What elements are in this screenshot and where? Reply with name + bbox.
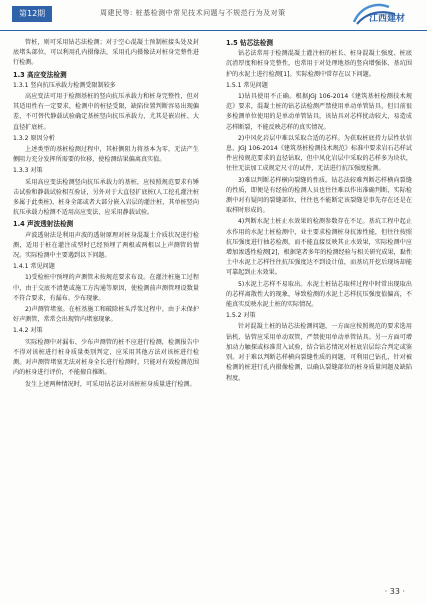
- logo-text: 江西建材: [369, 14, 406, 24]
- subsection-heading: 1.4.1 常见问题: [13, 263, 55, 271]
- running-title: 周建民等: 桩基检测中常见技术问题与不规范行为及对策: [100, 9, 286, 17]
- subsection-heading: 1.4.2 对策: [13, 327, 43, 335]
- paragraph: 3)难以判断芯样横向裂缝的性质。钻芯法较难判断芯样横向裂缝的性质，即便是有经验的检测人员也往往难以作出准确判断，实际检测中对有疑问的裂缝部位，往往也不能断定该裂缝是事先存在还是在取样时形成的。: [226, 176, 412, 215]
- paragraph: 5)水泥土芯样不易取出。水泥土桩钻芯取样过程中时常出现取出的芯样离散性大的现象，导致检测的水泥土芯样抗压强度值偏高，不能真实反映水泥土桩的实际情况。: [226, 280, 412, 309]
- issue-badge: 第12期: [12, 6, 52, 22]
- right-column: [226, 38, 412, 385]
- subsection-heading: 1.5.1 常见问题: [226, 81, 268, 89]
- paragraph: 采用高应变法检测竖向抗压承载力的基桩，应按照规范要求有锤击试验和静载试验相互验证，另外对于大直径扩底桩(人工挖孔灌注桩多属于此类桩)，桩身全部或者大部分嵌入岩层的灌注桩，其单桩竖向抗压承载力检测不适用高应变法，应采用静载试验。: [13, 178, 199, 217]
- paragraph: 针对混凝土桩的钻芯法检测问题，一方面应按照规范的要求选用钻机、钻管应采用单动双管，严禁使用单动单管钻具。另一方面可增加动力触探或标准贯入试验，结合钻芯情况对桩底岩层综合判定或鉴别。对于难以判断芯样横向裂缝性质的问题，可利用已钻孔，针对被检测的桩进行孔内摄像检测，以确认裂缝部位的桩身质量问题及缺陷程度。: [226, 323, 412, 382]
- paragraph: 1)钻具使用不正确。根据JGJ 106-2014《建筑基桩检测技术规范》要求，混凝土桩的钻芯法检测严禁使用单动单管钻具，但目前很多检测单位使用的是单动单管钻具，该钻具对芯样扰动较大，易造成芯样断裂，不能反映芯样的真实情况。: [226, 93, 412, 131]
- paragraph: 高应变法可用于检测基桩的竖向抗压承载力和桩身完整性，但对其适用性有一定要求，检测中的桩径受限，缺陷位置判断容易出现偏差，不可替代静载试验确定基桩竖向抗压承载力，尤其是嵌岩桩、大直径扩底桩。: [13, 93, 199, 131]
- paragraph: 发生上述两种情况时，可采用钻芯法对该桩桩身质量进行检测。: [25, 380, 196, 388]
- subsection-heading: 1.3.2 原因分析: [13, 134, 55, 142]
- page-number: · 33 ·: [384, 587, 405, 596]
- paragraph: 2)声测管堵塞。在桩基施工和破除桩头浮浆过程中，由于未保护好声测管，常常会出现管内堵塞现象。: [13, 306, 199, 324]
- page-footer: [0, 586, 427, 604]
- section-heading: 1.4 声波透射法检测: [13, 220, 74, 229]
- page-header: [0, 0, 427, 31]
- paragraph: 实际检测中对漏布、少布声测管的桩不应进行检测，检测报告中不得对该桩进行桩身质量类别判定，应采用其他方法对该桩进行检测。对声测管堵塞无法对桩身全长进行检测时，只能对有效检测范围内的桩身进行评价，不能擅自推断。: [13, 338, 199, 377]
- subsection-heading: 1.3.3 对策: [13, 167, 43, 175]
- paragraph: 声波透射法是利用声波的透射原理对桩身混凝土介质状况进行检测，适用于桩在灌注成型时已经预埋了两根或两根以上声测管的情况。实际检测中主要遇到以下问题。: [13, 231, 199, 260]
- paragraph: 管桩，则可采用钻芯法检测；对于空心混凝土预制桩接头处及封底堵头部位，可以利用孔内摄像法，采用孔内摄像法对桩身完整性进行检测。: [13, 39, 199, 67]
- paragraph: 上述类型的基桩检测过程中，其桩侧阻力将基本为零，无法产生侧阻力充分发挥所需要的位移，使检测结果偏离真实值。: [13, 146, 199, 164]
- left-column: [13, 38, 199, 391]
- paragraph: 2)中风化岩层中难以采取合适的芯样。为获取桩底持力层性状信息，JGJ 106-2014《建筑基桩检测技术规范》标准中要求岩石芯样试件应按规范要求的直径钻取，但中风化岩层中采取的芯样多为块状，往往无法加工成规定尺寸的试件，无法进行抗压强度检测。: [226, 134, 412, 173]
- section-heading: 1.5 钻芯法检测: [226, 39, 273, 47]
- paragraph: 4)判断水泥土桩止水效果的检测参数存在不足。基坑工程中起止水作用的水泥土桩检测中，业主要求检测桩身抗渗性能，但往往按照抗压强度进行抽芯检测，而不能直接反映其止水效果，实际检测中应增加渗透性检测[2]，根据笔者多年的检测经验与相关研究成果，黏性土中水泥土芯样往往抗压强度达不到设计值，而基坑开挖后现场却能可靠起到止水效果。: [226, 218, 412, 277]
- journal-logo: [351, 2, 415, 26]
- paragraph: 1)受检桩中预埋的声测管未按规范要求布设。在灌注桩施工过程中，由于交底不清楚或施工方沟通等原因，使检测前声测管埋设数量不符合要求，有漏布、少布现象。: [13, 274, 199, 302]
- subsection-heading: 1.5.2 对策: [226, 312, 256, 320]
- section-heading: 1.3 高应变法检测: [13, 70, 67, 79]
- paragraph: 钻芯法常用于检测混凝土灌注桩的桩长、桩身混凝土强度、桩底沉渣厚度和桩身完整性，也常用于对处理地基的竖向增强体、基坑围护的水泥土进行检测[1]。实际检测中常存在以下问题。: [226, 50, 412, 78]
- subsection-heading: 1.3.1 竖向抗压承载力检测受限制较多: [13, 81, 116, 89]
